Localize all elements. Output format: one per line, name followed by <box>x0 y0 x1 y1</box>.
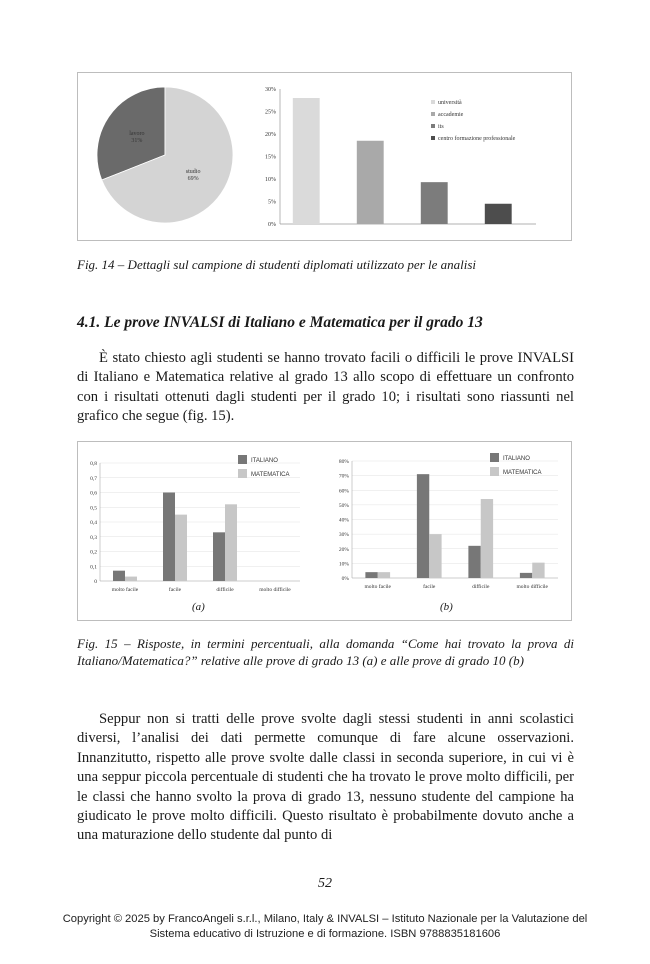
legend-label: università <box>438 100 462 106</box>
bar-accademie <box>357 141 384 224</box>
y-tick-label: 20% <box>338 546 349 553</box>
legend-label: MATEMATICA <box>503 470 542 476</box>
legend-label: its <box>438 124 444 130</box>
y-tick-label: 70% <box>338 473 349 480</box>
y-tick-label: 0 <box>94 579 97 585</box>
figure-15 <box>77 441 572 621</box>
bar-matematica-facile <box>175 515 187 581</box>
y-tick-label: 10% <box>338 561 349 568</box>
y-tick-label: 0,4 <box>90 520 97 526</box>
y-tick-label: 5% <box>268 199 276 206</box>
pie-label-lavoro: lavoro <box>129 130 145 137</box>
y-tick-label: 0% <box>341 576 349 582</box>
y-tick-label: 0,7 <box>90 475 97 482</box>
y-tick-label: 0% <box>268 222 276 228</box>
page-number: 52 <box>318 876 332 891</box>
bar-università <box>293 98 320 224</box>
x-tick-label: molto facile <box>364 584 391 590</box>
bar-matematica-difficile <box>481 499 493 578</box>
y-tick-label: 15% <box>265 154 276 161</box>
legend-swatch <box>431 112 435 116</box>
bar-matematica-molto-difficile <box>532 563 544 578</box>
y-tick-label: 0,5 <box>90 505 97 512</box>
legend-swatch <box>238 455 247 464</box>
bar-italiano-difficile <box>468 546 480 578</box>
section-title: 4.1. Le prove INVALSI di Italiano e Matematica per il grado 13 <box>77 314 483 331</box>
bar-italiano-facile <box>417 474 429 578</box>
y-tick-label: 0,8 <box>90 461 97 467</box>
bar-matematica-molto-facile <box>125 577 137 581</box>
x-tick-label: molto difficile <box>259 587 291 593</box>
x-tick-label: molto facile <box>111 587 139 593</box>
x-tick-label: difficile <box>472 584 490 590</box>
bar-matematica-difficile <box>225 504 237 581</box>
legend-label: ITALIANO <box>503 456 530 462</box>
figure-15-caption: Fig. 15 – Risposte, in termini percentuali, alla domanda “Come hai trovato la prova di Italiano/Matematica?” relative alle prove di grado 13 (a) e alle prove di grado 10 (b) <box>77 636 574 668</box>
figure-14-caption: Fig. 14 – Dettagli sul campione di studenti diplomati utilizzato per le analisi <box>77 257 477 272</box>
bar-matematica-facile <box>429 534 441 578</box>
panel-b-label: (b) <box>440 601 453 613</box>
pie-value-studio: 69% <box>187 176 199 183</box>
x-tick-label: facile <box>423 584 436 590</box>
bar-matematica-molto-facile <box>378 572 390 578</box>
y-tick-label: 80% <box>338 459 349 465</box>
copyright-notice: Copyright © 2025 by FrancoAngeli s.r.l., Milano, Italy & INVALSI – Istituto Nazionale per la Valutazione del Sistema educativo di Istruzione e di formazione. ISBN 9788835181606 <box>62 913 588 940</box>
legend-swatch <box>490 453 499 462</box>
y-tick-label: 25% <box>265 109 276 116</box>
legend-swatch <box>431 100 435 104</box>
y-tick-label: 10% <box>265 177 276 183</box>
legend-label: ITALIANO <box>251 458 278 464</box>
x-tick-label: molto difficile <box>516 584 549 590</box>
legend-swatch <box>431 124 435 128</box>
pie-chart <box>88 73 248 238</box>
bar-italiano-facile <box>163 493 175 582</box>
bar-chart-grade-13 <box>78 446 313 596</box>
legend-swatch <box>238 469 247 478</box>
x-tick-label: facile <box>168 587 182 593</box>
legend-swatch <box>490 467 499 476</box>
y-tick-label: 0,6 <box>90 490 97 497</box>
y-tick-label: 0,3 <box>90 534 97 541</box>
y-tick-label: 0,1 <box>90 564 97 571</box>
bar-italiano-molto-facile <box>365 572 377 578</box>
legend-swatch <box>431 136 435 140</box>
y-tick-label: 30% <box>338 532 349 539</box>
panel-a-label: (a) <box>192 601 205 613</box>
pie-value-lavoro: 31% <box>131 137 143 144</box>
paragraph-2: Seppur non si tratti delle prove svolte dagli stessi studenti in anni scolastici diversi, l’analisi dei dati permette comunque di fare alcune osservazioni. Innanzitutto, rispetto alle prove svolte dalle classi in seconda superiore, in cui vi è una seppur piccola percentuale di studenti che ha trovato le prove molto difficili, per le classi che hanno svolto la prova di grado 13, nessuno studente del campione ha giudicato le prove molto difficili. Questo risultato è probabilmente dovuto anche a una maturazione dello studente dal punto di <box>77 711 574 844</box>
paragraph-1: È stato chiesto agli studenti se hanno trovato facili o difficili le prove INVALSI di Italiano e Matematica relative al grado 13 allo scopo di effettuare un confronto con i risultati ottenuti dagli studenti per il grado 10; i risultati sono riassunti nel grafico che segue (fig. 15). <box>77 350 574 425</box>
bar-italiano-molto-difficile <box>520 573 532 578</box>
y-tick-label: 20% <box>265 132 276 138</box>
bar-chart-grade-10 <box>326 446 566 596</box>
y-tick-label: 0,2 <box>90 549 97 556</box>
y-tick-label: 40% <box>338 517 349 524</box>
y-tick-label: 50% <box>338 502 349 509</box>
legend-label: MATEMATICA <box>251 472 290 478</box>
y-tick-label: 30% <box>265 87 276 93</box>
figure-14 <box>77 72 572 241</box>
legend-label: centro formazione professionale <box>438 136 516 142</box>
pie-label-studio: studio <box>185 169 201 176</box>
legend-label: accademie <box>438 112 464 118</box>
bar-centro-formazione-professionale <box>485 204 512 224</box>
bar-italiano-molto-facile <box>113 571 125 581</box>
bar-its <box>421 182 448 224</box>
bar-chart-destinations <box>248 73 568 238</box>
x-tick-label: difficile <box>216 587 234 593</box>
bar-italiano-difficile <box>213 532 225 581</box>
y-tick-label: 60% <box>338 488 349 495</box>
